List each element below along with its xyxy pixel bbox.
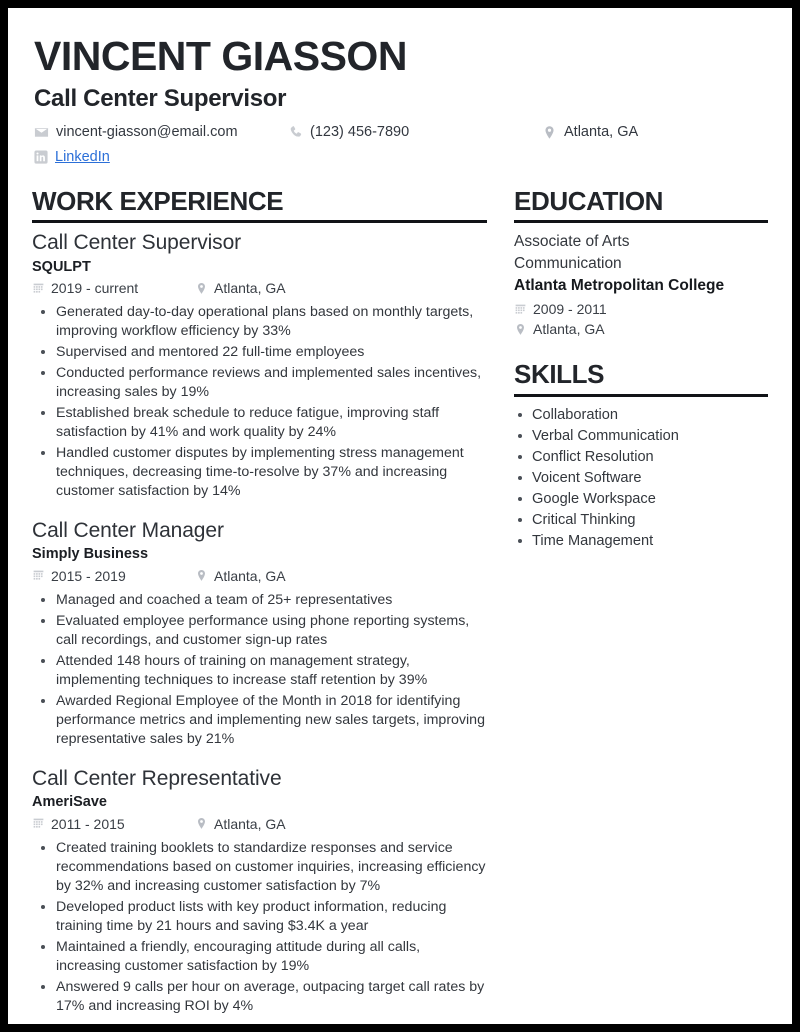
bullet-item: Managed and coached a team of 25+ representatives	[32, 591, 487, 610]
bullet-item: Generated day-to-day operational plans based on monthly targets, improving workflow efficiency by 33%	[32, 303, 487, 341]
work-entry-location-group	[195, 280, 286, 296]
bullet-item: Maintained a friendly, encouraging attitude during all calls, increasing customer satisfaction by 19%	[32, 938, 487, 976]
work-entry	[32, 231, 487, 501]
skill-item: Time Management	[514, 531, 768, 551]
work-entry-dates-group	[32, 816, 125, 832]
contact-linkedin[interactable]	[34, 149, 110, 165]
work-entry-location: Atlanta, GA	[214, 567, 286, 584]
work-entry-meta	[32, 568, 487, 588]
work-entry-dates-group	[32, 568, 126, 584]
skill-item: Critical Thinking	[514, 510, 768, 530]
skill-item: Collaboration	[514, 405, 768, 425]
work-entry-location: Atlanta, GA	[214, 280, 286, 297]
skill-item: Conflict Resolution	[514, 447, 768, 467]
contact-linkedin-link[interactable]: LinkedIn	[55, 149, 110, 166]
work-experience-rule	[32, 220, 487, 223]
education-dates: 2009 - 2011	[533, 301, 607, 318]
phone-icon	[288, 125, 303, 140]
education-degree-line-2: Communication	[514, 255, 622, 273]
section-skills	[514, 361, 768, 551]
work-experience-heading: WORK EXPERIENCE	[32, 186, 284, 217]
education-rule	[514, 220, 768, 223]
calendar-icon	[32, 569, 45, 582]
work-entry-org: Simply Business	[32, 546, 149, 563]
education-heading: EDUCATION	[514, 186, 664, 217]
calendar-icon	[514, 303, 527, 316]
work-entry-org: AmeriSave	[32, 794, 107, 811]
bullet-item: Handled customer disputes by implementing stress management techniques, decreasing time-to-resolve by 37% and increasing customer satisfaction by 14%	[32, 444, 487, 501]
contact-location-text: Atlanta, GA	[564, 124, 639, 141]
education-location: Atlanta, GA	[533, 321, 605, 338]
work-entry-location: Atlanta, GA	[214, 815, 286, 832]
work-entry	[32, 767, 487, 1016]
map-pin-icon	[195, 569, 208, 582]
education-entry	[514, 231, 768, 337]
map-pin-icon	[514, 323, 527, 336]
skill-item: Verbal Communication	[514, 426, 768, 446]
contact-phone-text: (123) 456-7890	[310, 124, 410, 141]
skill-item: Google Workspace	[514, 489, 768, 509]
contact-phone[interactable]	[288, 124, 409, 140]
map-pin-icon	[195, 817, 208, 830]
map-pin-icon	[195, 282, 208, 295]
work-entry-meta	[32, 816, 487, 836]
work-entry-bullets	[32, 839, 487, 1016]
bullet-item: Supervised and mentored 22 full-time employees	[32, 343, 487, 362]
contact-location	[542, 124, 638, 140]
bullet-item: Created training booklets to standardize responses and service recommendations based on customer inquiries, increasing efficiency by 32% and increasing customer satisfaction by 7%	[32, 839, 487, 896]
section-education	[514, 188, 768, 337]
linkedin-icon	[34, 150, 48, 164]
work-entry-org: SQULPT	[32, 258, 91, 275]
education-degree-line-1: Associate of Arts	[514, 233, 630, 251]
contact-info	[34, 124, 768, 172]
calendar-icon	[32, 817, 45, 830]
work-entry-bullets	[32, 303, 487, 501]
bullet-item: Evaluated employee performance using phone reporting systems, call recordings, and customer sign-up rates	[32, 612, 487, 650]
work-entry-title: Call Center Manager	[32, 519, 224, 543]
skill-item: Voicent Software	[514, 468, 768, 488]
resume-document	[8, 8, 792, 1024]
left-column	[32, 188, 487, 1018]
work-entry-dates: 2015 - 2019	[51, 567, 126, 584]
resume-body	[32, 188, 768, 1018]
bullet-item: Awarded Regional Employee of the Month in 2018 for identifying performance metrics and implementing new sales targets, improving representative sales by 21%	[32, 692, 487, 749]
candidate-name: VINCENT GIASSON	[34, 33, 407, 79]
bullet-item: Conducted performance reviews and implemented sales incentives, increasing sales by 19%	[32, 364, 487, 402]
contact-email[interactable]	[34, 124, 238, 140]
bullet-item: Developed product lists with key product information, reducing training time by 21 hours and saving $3.4K a year	[32, 898, 487, 936]
skills-list	[514, 405, 768, 552]
candidate-job-title: Call Center Supervisor	[34, 85, 287, 112]
work-entry-title: Call Center Representative	[32, 767, 282, 791]
education-dates-group	[514, 301, 768, 317]
calendar-icon	[32, 282, 45, 295]
work-entry-meta	[32, 280, 487, 300]
bullet-item: Answered 9 calls per hour on average, outpacing target call rates by 17% and increasing ROI by 4%	[32, 978, 487, 1016]
education-location-group	[514, 321, 768, 337]
resume-header	[32, 33, 768, 172]
section-work-experience	[32, 188, 487, 1016]
envelope-icon	[34, 125, 49, 140]
skills-rule	[514, 394, 768, 397]
work-entry-title: Call Center Supervisor	[32, 231, 242, 255]
bullet-item: Established break schedule to reduce fatigue, improving staff satisfaction by 41% and work quality by 24%	[32, 404, 487, 442]
work-entry-bullets	[32, 591, 487, 749]
bullet-item: Attended 148 hours of training on management strategy, implementing techniques to increase staff retention by 39%	[32, 652, 487, 690]
work-entry-dates-group	[32, 280, 138, 296]
education-school: Atlanta Metropolitan College	[514, 277, 725, 295]
skills-heading: SKILLS	[514, 359, 605, 390]
work-entry	[32, 519, 487, 749]
work-entry-dates: 2011 - 2015	[51, 815, 125, 832]
work-entry-location-group	[195, 568, 286, 584]
work-entry-dates: 2019 - current	[51, 280, 139, 297]
map-pin-icon	[542, 125, 557, 140]
work-entry-location-group	[195, 816, 286, 832]
right-column	[514, 188, 768, 552]
contact-email-text: vincent-giasson@email.com	[56, 124, 238, 141]
